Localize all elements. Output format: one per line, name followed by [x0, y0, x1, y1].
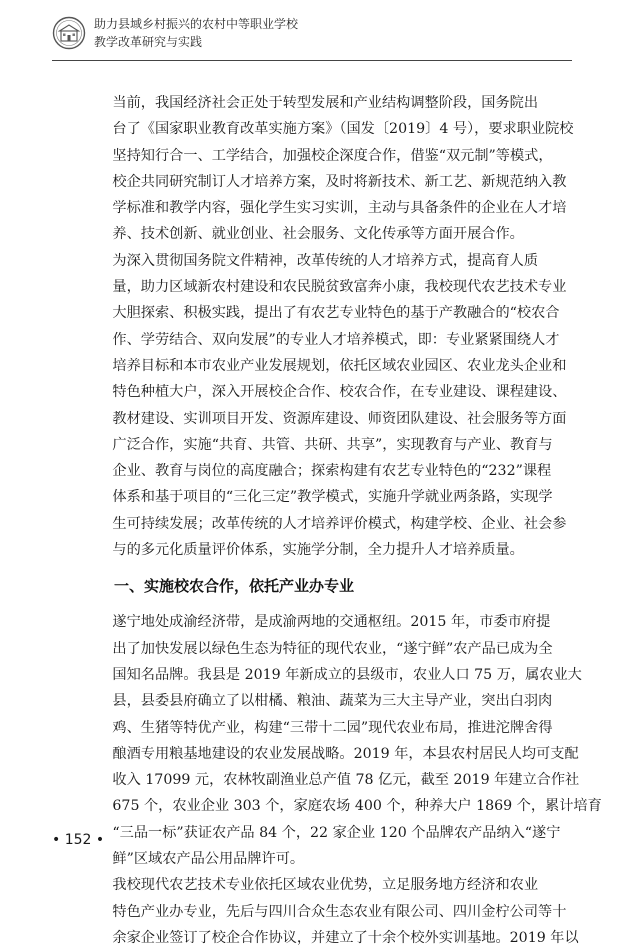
text-line: 作、学劳结合、双向发展”的专业人才培养模式，即：专业紧紧围绕人才 — [112, 331, 560, 348]
text-line: 当前，我国经济社会正处于转型发展和产业结构调整阶段，国务院出 — [112, 95, 539, 111]
paragraph-2 — [84, 248, 567, 564]
text-line: 出了加快发展以绿色生态为特征的现代农业，“遂宁鲜”农产品已成为全 — [112, 640, 553, 657]
text-line: 遂宁地处成渝经济带，是成渝两地的交通枢纽。2015 年，市委市府提 — [112, 614, 551, 631]
text-line: 与的多元化质量评价体系，实施学分制，全力提升人才培养质量。 — [112, 542, 524, 559]
text-line: 企业、教育与岗位的高度融合；探索构建有农艺专业特色的“232”课程 — [112, 463, 552, 480]
header-title-line2: 教学改革研究与实践 — [94, 35, 203, 49]
text-line: 酿酒专用粮基地建设的农业发展战略。2019 年，本县农村居民人均可支配 — [112, 745, 579, 762]
text-line: 国知名品牌。我县是 2019 年新成立的县级市，农业人口 75 万，属农业大 — [112, 666, 582, 683]
text-line: 坚持知行合一、工学结合，加强校企深度合作，借鉴“双元制”等模式， — [112, 147, 553, 164]
text-line: 体系和基于项目的“三化三定”教学模式，实施升学就业两条路，实现学 — [112, 489, 553, 506]
text-line: 培养目标和本市农业产业发展规划，依托区域农业园区、农业龙头企业和 — [112, 357, 567, 374]
text-line: 生可持续发展；改革传统的人才培养评价模式，构建学校、企业、社会参 — [112, 515, 567, 532]
text-line: 鲜”区域农产品公用品牌许可。 — [112, 851, 305, 868]
text-line: “三品一标”获证农产品 84 个，22 家企业 120 个品牌农产品纳入“遂宁 — [112, 824, 561, 841]
section-heading: 一、实施校农合作，依托产业办专业 — [114, 577, 355, 596]
header-divider — [52, 60, 572, 61]
text-line: 余家企业签订了校企合作协议，并建立了十余个校外实训基地。2019 年以 — [112, 929, 579, 946]
text-line: 特色种植大户，深入开展校企合作、校农合作，在专业建设、课程建设、 — [112, 384, 567, 401]
running-header — [52, 12, 572, 64]
header-title-line1: 助力县域乡村振兴的农村中等职业学校 — [94, 17, 299, 31]
text-line: 我校现代农艺技术专业依托区域农业优势，立足服务地方经济和农业 — [112, 877, 539, 894]
text-line: 教材建设、实训项目开发、资源库建设、师资团队建设、社会服务等方面 — [112, 410, 567, 427]
text-line: 鸡、生猪等特优产业，构建“三带十二园”现代农业布局，推进沱牌舍得 — [112, 719, 553, 736]
page-number: • 152 • — [52, 832, 105, 848]
text-line: 量，助力区域新农村建设和农民脱贫致富奔小康，我校现代农艺技术专业 — [112, 279, 567, 296]
text-line: 广泛合作，实施“共育、共管、共研、共享”，实现教育与产业、教育与 — [112, 436, 553, 453]
paragraph-4 — [84, 872, 579, 951]
text-line: 特色产业办专业，先后与四川合众生态农业有限公司、四川金柠公司等十 — [112, 903, 567, 920]
text-line: 台了《国家职业教育改革实施方案》（国发〔2019〕4 号），要求职业院校 — [112, 121, 574, 138]
text-line: 收入 17099 元，农林牧副渔业总产值 78 亿元，截至 2019 年建立合作社 — [112, 772, 580, 789]
text-line: 学标准和教学内容，强化学生实习实训，主动与具备条件的企业在人才培 — [112, 200, 567, 217]
text-line: 校企共同研究制订人才培养方案，及时将新技术、新工艺、新规范纳入教 — [112, 173, 567, 190]
text-line: 大胆探索、积极实践，提出了有农艺专业特色的基于产教融合的“校农合 — [112, 305, 560, 322]
header-title — [94, 15, 298, 51]
text-line: 县，县委县府确立了以柑橘、粮油、蔬菜为三大主导产业，突出白羽肉 — [112, 693, 553, 710]
text-line: 为深入贯彻国务院文件精神，改革传统的人才培养方式，提高育人质 — [112, 252, 539, 269]
paragraph-1 — [84, 90, 574, 248]
page-body — [84, 90, 602, 951]
text-line: 养、技术创新、就业创业、社会服务、文化传承等方面开展合作。 — [112, 226, 524, 243]
text-line: 675 个，农业企业 303 个，家庭农场 400 个，种养大户 1869 个，累计培育 — [112, 798, 602, 815]
paragraph-3 — [84, 609, 602, 872]
school-emblem-icon — [52, 16, 86, 50]
